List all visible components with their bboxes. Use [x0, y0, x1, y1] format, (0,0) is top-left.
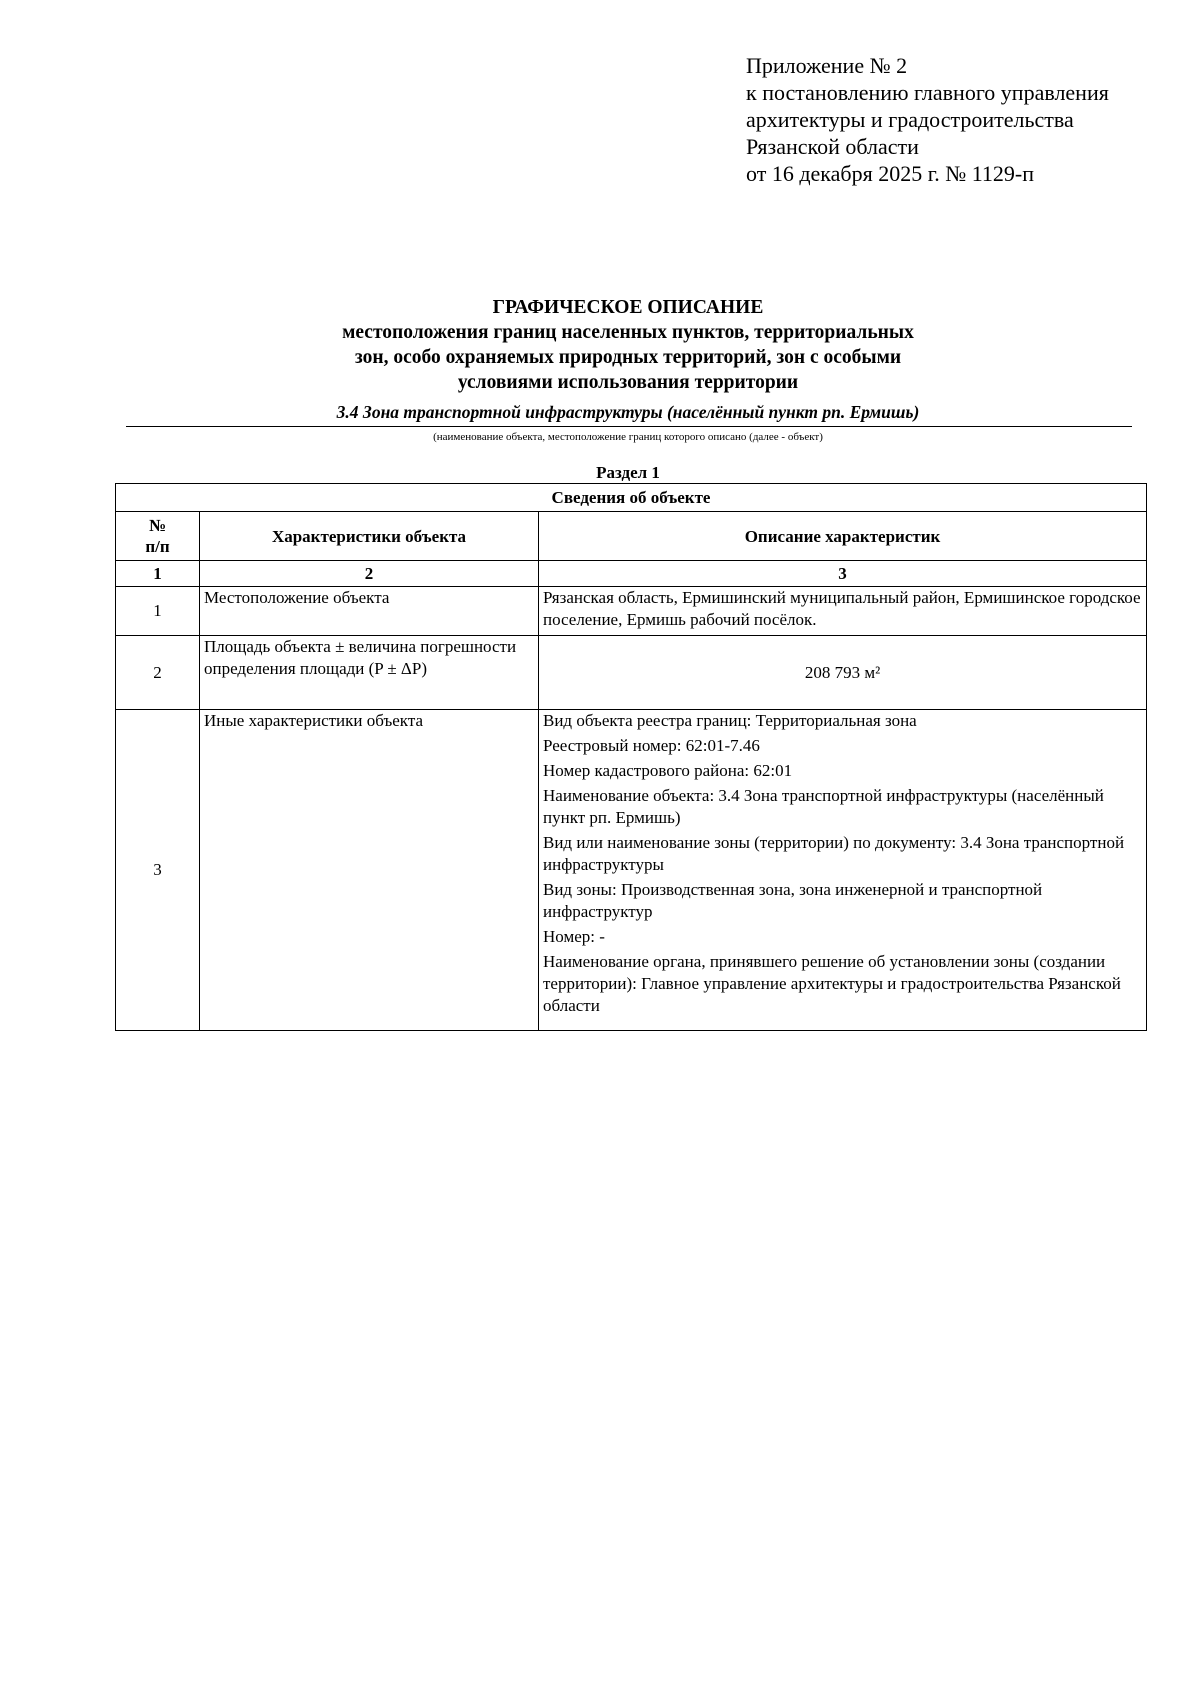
header-num [116, 512, 200, 561]
appendix-block [746, 52, 1186, 187]
header-num-symbol: № [148, 516, 167, 535]
document-title [126, 295, 1130, 395]
row-number: 1 [116, 587, 200, 636]
table-row [116, 636, 1147, 710]
description-item: Наименование органа, принявшего решение об установлении зоны (создании территории): Главное управление архитектуры и градостроительства Рязанской области [543, 952, 1121, 1015]
row-description [539, 710, 1147, 1031]
column-number: 1 [116, 561, 200, 587]
appendix-line: Рязанской области [746, 134, 919, 159]
header-description: Описание характеристик [539, 512, 1147, 561]
object-caption: (наименование объекта, местоположение границ которого описано (далее - объект) [433, 431, 823, 443]
description-item: Номер: - [543, 927, 605, 946]
document-heading: ГРАФИЧЕСКОЕ ОПИСАНИЕ [492, 297, 764, 318]
row-characteristic: Иные характеристики объекта [200, 710, 539, 1031]
header-num-abbr: п/п [145, 537, 170, 556]
column-number: 2 [200, 561, 539, 587]
object-underline [126, 426, 1132, 427]
appendix-line: архитектуры и градостроительства [746, 107, 1074, 132]
appendix-line: Приложение № 2 [746, 53, 908, 78]
row-number: 3 [116, 710, 200, 1031]
section-label: Раздел 1 [596, 463, 660, 482]
table-header-row [116, 512, 1147, 561]
row-characteristic: Площадь объекта ± величина погрешности определения площади (P ± ΔP) [200, 636, 539, 710]
header-characteristics: Характеристики объекта [200, 512, 539, 561]
row-description: Рязанская область, Ермишинский муниципальный район, Ермишинское городское поселение, Ермишь рабочий посёлок. [539, 587, 1147, 636]
row-description: 208 793 м² [539, 636, 1147, 710]
column-number: 3 [539, 561, 1147, 587]
description-item: Номер кадастрового района: 62:01 [543, 761, 793, 780]
description-item: Вид зоны: Производственная зона, зона инженерной и транспортной инфраструктур [543, 880, 1043, 921]
table-row [116, 710, 1147, 1031]
row-characteristic: Местоположение объекта [200, 587, 539, 636]
description-item: Вид или наименование зоны (территории) по документу: 3.4 Зона транспортной инфраструктуры [543, 833, 1125, 874]
title-line: условиями использования территории [457, 372, 799, 393]
column-number-row [116, 561, 1147, 587]
appendix-line: к постановлению главного управления [746, 80, 1109, 105]
table-caption: Сведения об объекте [116, 484, 1147, 512]
object-name: 3.4 Зона транспортной инфраструктуры (населённый пункт рп. Ермишь) [336, 402, 920, 422]
description-item: Вид объекта реестра границ: Территориальная зона [543, 711, 917, 730]
title-line: местоположения границ населенных пунктов, территориальных [342, 322, 914, 343]
description-item: Наименование объекта: 3.4 Зона транспортной инфраструктуры (населённый пункт рп. Ермишь) [543, 786, 1104, 827]
table-row [116, 587, 1147, 636]
object-info-table [115, 483, 1147, 1031]
title-line: зон, особо охраняемых природных территорий, зон с особыми [354, 347, 902, 368]
description-item: Реестровый номер: 62:01-7.46 [543, 736, 760, 755]
appendix-line: от 16 декабря 2025 г. № 1129-п [746, 161, 1035, 186]
table-caption-row [116, 484, 1147, 512]
row-number: 2 [116, 636, 200, 710]
